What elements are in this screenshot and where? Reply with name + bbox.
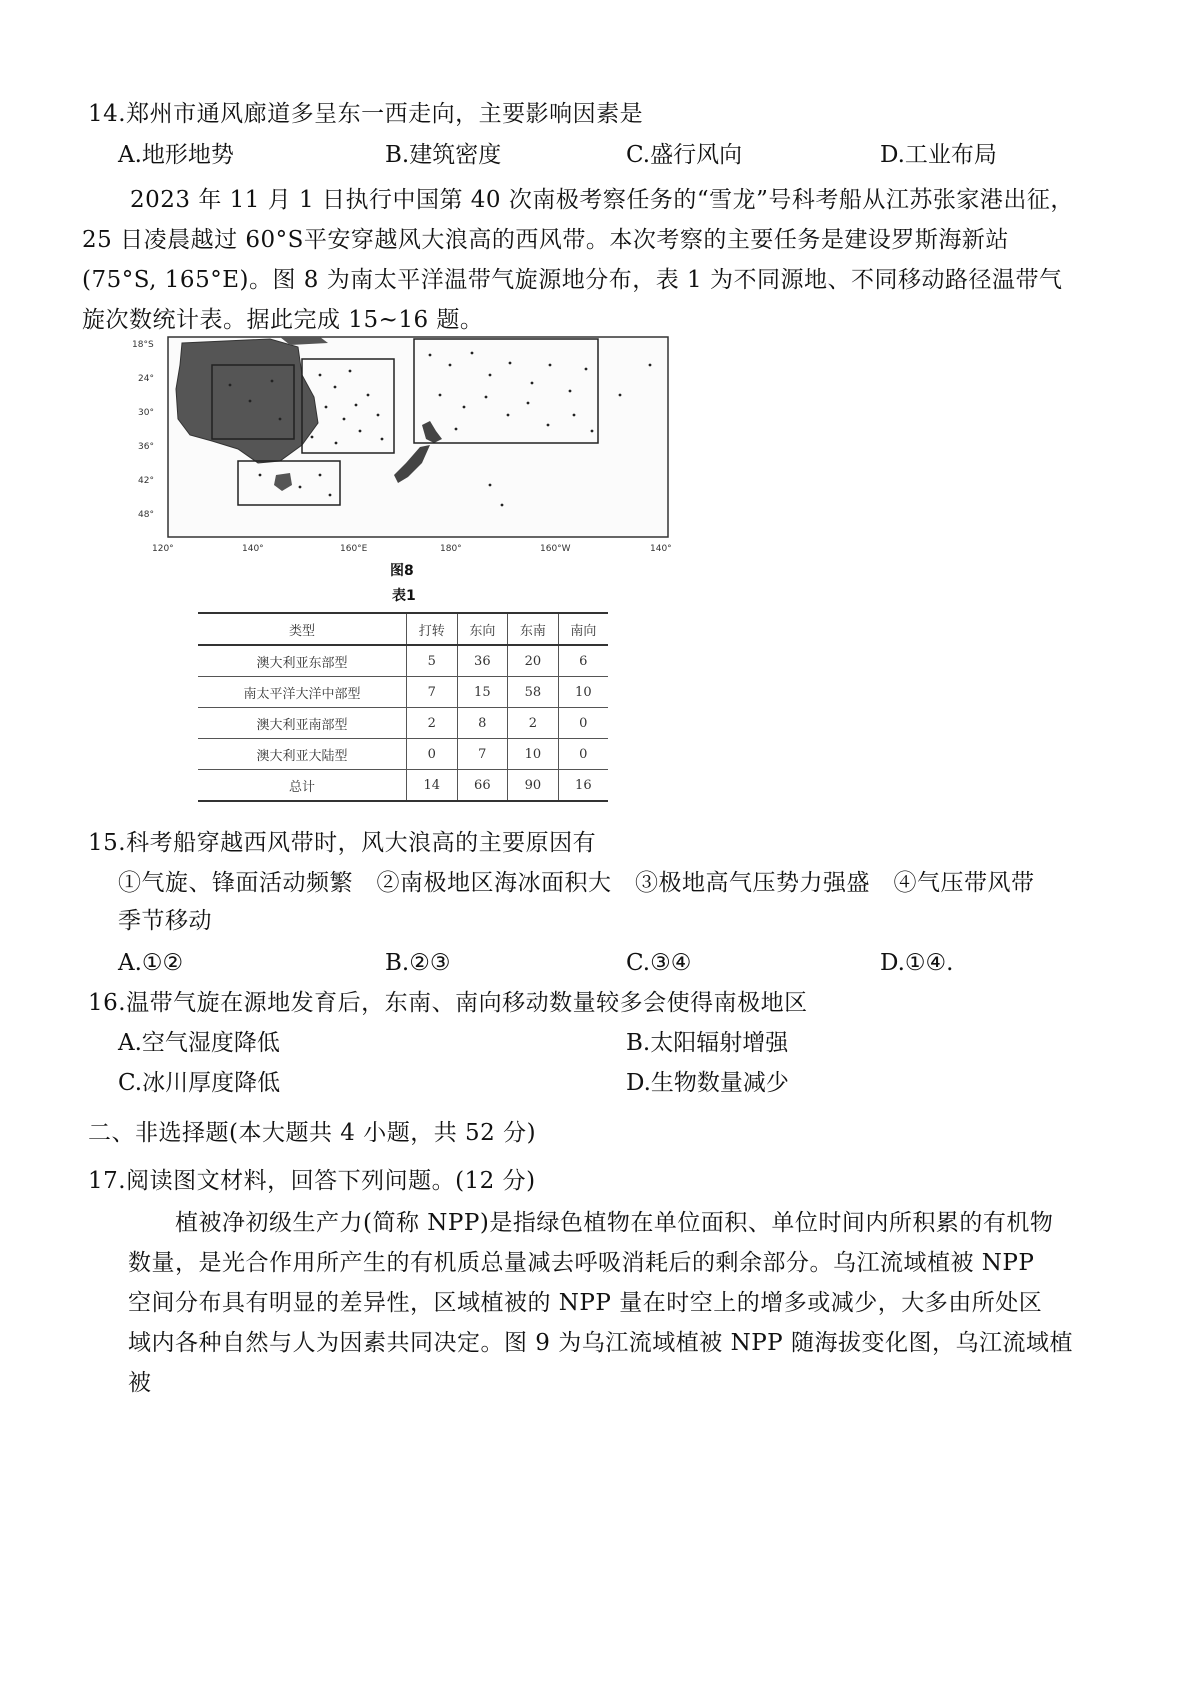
q16-stem: 16.温带气旋在源地发育后，东南、南向移动数量较多会使得南极地区 bbox=[88, 990, 808, 1016]
table-header-type: 类型 bbox=[198, 613, 407, 645]
q15-option-d: D.①④. bbox=[880, 950, 954, 976]
lat-label-42: 42° bbox=[138, 476, 154, 486]
table-row bbox=[198, 708, 608, 739]
q14-option-d: D.工业布局 bbox=[880, 142, 997, 168]
q15-option-b: B.②③ bbox=[385, 950, 451, 976]
lat-label-24: 24° bbox=[138, 374, 154, 384]
table-row bbox=[198, 770, 608, 802]
q15-items-line-2: 季节移动 bbox=[118, 908, 212, 934]
lat-label-18: 18°S bbox=[132, 340, 154, 350]
table-cell: 14 bbox=[407, 770, 458, 802]
table-1-caption: 表1 bbox=[392, 588, 416, 604]
q17-line-2: 数量，是光合作用所产生的有机质总量减去呼吸消耗后的剩余部分。乌江流域植被 NPP bbox=[128, 1250, 1035, 1276]
table-row bbox=[198, 739, 608, 770]
lat-label-30: 30° bbox=[138, 408, 154, 418]
q14-option-b: B.建筑密度 bbox=[385, 142, 502, 168]
q16-option-c: C.冰川厚度降低 bbox=[118, 1070, 281, 1096]
table-row bbox=[198, 677, 608, 708]
table-cell: 7 bbox=[407, 677, 458, 708]
q17-stem: 17.阅读图文材料，回答下列问题。(12 分) bbox=[88, 1168, 536, 1194]
table-cell: 6 bbox=[558, 645, 608, 677]
intro-line-4: 旋次数统计表。据此完成 15~16 题。 bbox=[82, 307, 484, 333]
q15-items-line-1: ①气旋、锋面活动频繁 ②南极地区海冰面积大 ③极地高气压势力强盛 ④气压带风带 bbox=[118, 870, 1035, 896]
table-cell: 0 bbox=[558, 739, 608, 770]
table-cell: 0 bbox=[407, 739, 458, 770]
table-cell: 0 bbox=[558, 708, 608, 739]
table-cell: 2 bbox=[508, 708, 559, 739]
table-row bbox=[198, 645, 608, 677]
table-cell: 总计 bbox=[198, 770, 407, 802]
lat-label-48: 48° bbox=[138, 510, 154, 520]
table-header-southeast: 东南 bbox=[508, 613, 559, 645]
intro-line-2: 25 日凌晨越过 60°S平安穿越风大浪高的西风带。本次考察的主要任务是建设罗斯海新站 bbox=[82, 227, 1009, 253]
intro-line-1: 2023 年 11 月 1 日执行中国第 40 次南极考察任务的“雪龙”号科考船从江苏张家港出征， bbox=[130, 187, 1074, 213]
table-1 bbox=[198, 612, 608, 802]
table-cell: 90 bbox=[508, 770, 559, 802]
q16-option-b: B.太阳辐射增强 bbox=[626, 1030, 789, 1056]
table-header-south: 南向 bbox=[558, 613, 608, 645]
table-header-spin: 打转 bbox=[407, 613, 458, 645]
q15-option-a: A.①② bbox=[118, 950, 184, 976]
q14-option-c: C.盛行风向 bbox=[626, 142, 743, 168]
lon-label-140w: 140° bbox=[650, 544, 672, 554]
table-cell: 15 bbox=[457, 677, 508, 708]
table-cell: 58 bbox=[508, 677, 559, 708]
table-cell: 7 bbox=[457, 739, 508, 770]
table-cell: 10 bbox=[558, 677, 608, 708]
table-header-east: 东向 bbox=[457, 613, 508, 645]
q14-option-a: A.地形地势 bbox=[118, 142, 234, 168]
q15-stem: 15.科考船穿越西风带时，风大浪高的主要原因有 bbox=[88, 830, 597, 856]
table-cell: 20 bbox=[508, 645, 559, 677]
q14-stem: 14.郑州市通风廊道多呈东一西走向，主要影响因素是 bbox=[88, 101, 644, 127]
q16-option-d: D.生物数量减少 bbox=[626, 1070, 789, 1096]
q17-line-5: 被 bbox=[128, 1370, 152, 1396]
lon-label-120: 120° bbox=[152, 544, 174, 554]
table-cell: 南太平洋大洋中部型 bbox=[198, 677, 407, 708]
table-cell: 澳大利亚大陆型 bbox=[198, 739, 407, 770]
lon-label-140: 140° bbox=[242, 544, 264, 554]
figure-8-map bbox=[130, 335, 678, 557]
figure-8-caption: 图8 bbox=[390, 563, 414, 579]
table-cell: 2 bbox=[407, 708, 458, 739]
lon-label-160e: 160°E bbox=[340, 544, 368, 554]
table-cell: 澳大利亚南部型 bbox=[198, 708, 407, 739]
lon-label-180: 180° bbox=[440, 544, 462, 554]
section-2-title: 二、非选择题(本大题共 4 小题，共 52 分) bbox=[88, 1120, 537, 1146]
q17-line-3: 空间分布具有明显的差异性，区域植被的 NPP 量在时空上的增多或减少，大多由所处区 bbox=[128, 1290, 1043, 1316]
table-cell: 8 bbox=[457, 708, 508, 739]
q17-line-4: 域内各种自然与人为因素共同决定。图 9 为乌江流域植被 NPP 随海拔变化图，乌江流域植 bbox=[128, 1330, 1073, 1356]
lon-label-160w: 160°W bbox=[540, 544, 571, 554]
table-cell: 5 bbox=[407, 645, 458, 677]
table-cell: 10 bbox=[508, 739, 559, 770]
lat-label-36: 36° bbox=[138, 442, 154, 452]
q17-line-1: 植被净初级生产力(简称 NPP)是指绿色植物在单位面积、单位时间内所积累的有机物 bbox=[175, 1210, 1054, 1236]
table-cell: 36 bbox=[457, 645, 508, 677]
q16-option-a: A.空气湿度降低 bbox=[118, 1030, 280, 1056]
table-cell: 66 bbox=[457, 770, 508, 802]
q15-option-c: C.③④ bbox=[626, 950, 692, 976]
intro-line-3: (75°S, 165°E)。图 8 为南太平洋温带气旋源地分布，表 1 为不同源地、不同移动路径温带气 bbox=[82, 267, 1063, 293]
table-cell: 16 bbox=[558, 770, 608, 802]
table-cell: 澳大利亚东部型 bbox=[198, 645, 407, 677]
